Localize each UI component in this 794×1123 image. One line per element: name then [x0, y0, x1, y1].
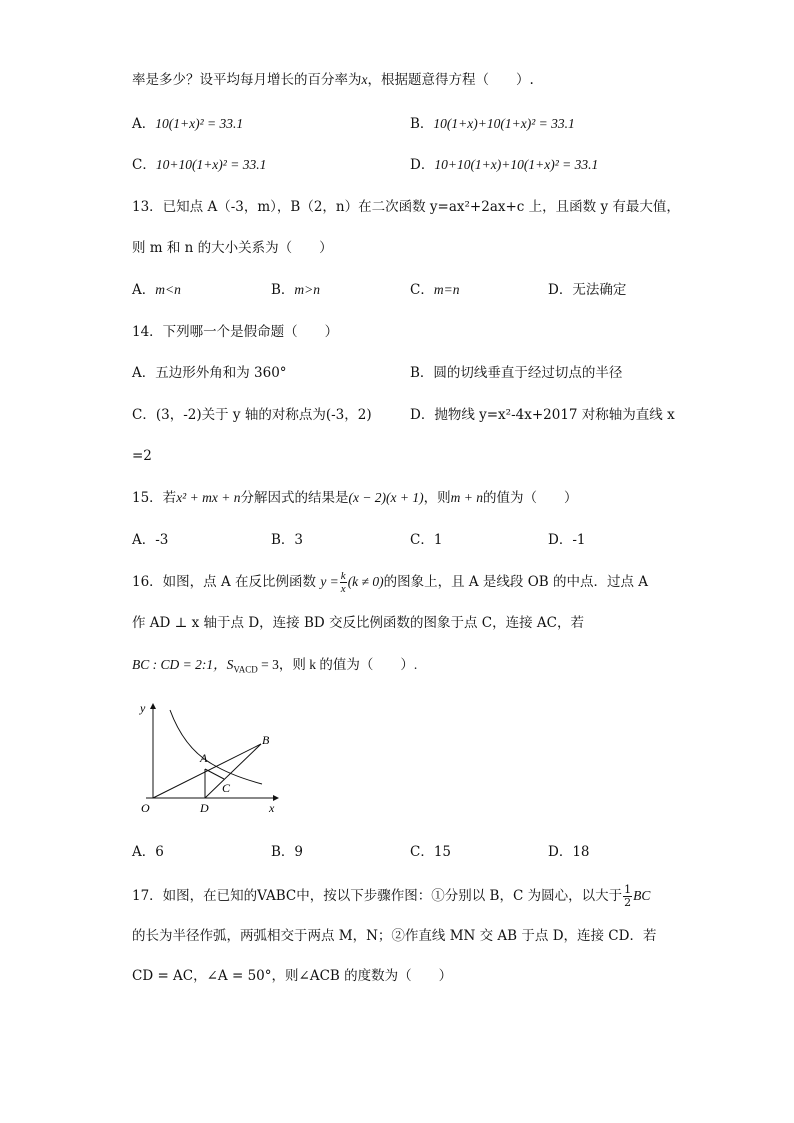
- q16-stem-line2: 作 AD ⊥ x 轴于点 D，连接 BD 交反比例函数的图象于点 C，连接 AC，若: [132, 615, 584, 631]
- q16-func-y: y =: [320, 574, 339, 589]
- q14-stem: 14．下列哪一个是假命题（ ）: [132, 324, 339, 340]
- option-text: 抛物线 y=x²-4x+2017 对称轴为直线 x: [434, 407, 675, 423]
- q16-line3-b: = 3，则 k 的值为（ ）.: [257, 657, 418, 672]
- q15-option-d: [548, 530, 585, 550]
- option-text: 9: [294, 844, 304, 860]
- option-label: C．: [410, 844, 434, 860]
- option-label: B．: [410, 365, 434, 381]
- option-label: D．: [548, 844, 573, 860]
- option-expr: 10(1+x)+10(1+x)² = 33.1: [433, 116, 575, 131]
- q15-stem-d: 的值为（ ）: [483, 490, 578, 506]
- option-label: A．: [132, 282, 156, 298]
- q17-stem-line3: CD = AC，∠A = 50°，则∠ACB 的度数为（ ）: [132, 968, 453, 984]
- q16-line1-b: 的图象上，且 A 是线段 OB 的中点．过点 A: [383, 574, 649, 590]
- q17-stem-line1: [132, 884, 650, 909]
- option-expr: 10(1+x)² = 33.1: [155, 116, 244, 131]
- q14-option-c: [132, 405, 372, 425]
- option-expr: 10+10(1+x)² = 33.1: [155, 157, 267, 172]
- q16-line3-a: BC : CD = 2:1，S: [132, 657, 234, 672]
- option-label: D．: [548, 532, 573, 548]
- option-text: m=n: [433, 282, 460, 297]
- q12-option-d: [410, 155, 598, 175]
- q15-option-b: [271, 530, 303, 550]
- option-text: 无法确定: [572, 282, 627, 298]
- q13-option-b: [271, 280, 320, 300]
- q13-option-a: [132, 280, 181, 300]
- option-expr: 10+10(1+x)+10(1+x)² = 33.1: [434, 157, 599, 172]
- option-text: 3: [294, 532, 304, 548]
- q15-option-a: [132, 530, 168, 550]
- option-text: m<n: [155, 282, 181, 297]
- q15-expr1: x² + mx + n: [176, 490, 241, 505]
- option-label: B．: [271, 532, 295, 548]
- q14-option-d-wrap: =2: [132, 448, 152, 464]
- q15-stem: [132, 488, 578, 508]
- q13-option-d: [548, 280, 626, 300]
- label-d: D: [200, 801, 209, 815]
- q15-stem-a: 15．若: [132, 490, 177, 506]
- segment-ac: [205, 769, 224, 779]
- q17-line1-b: BC: [633, 888, 651, 903]
- q16-figure: [132, 700, 292, 820]
- q17-stem-line2: 的长为半径作弧，两弧相交于两点 M，N；②作直线 MN 交 AB 于点 D，连接 CD．若: [132, 928, 657, 944]
- q17-fraction: [623, 884, 632, 909]
- q15-stem-b: 分解因式的结果是: [240, 490, 349, 506]
- option-text: -3: [155, 532, 169, 548]
- option-label: B．: [410, 116, 434, 132]
- q14-option-a: [132, 363, 287, 383]
- option-text: 五边形外角和为 360°: [155, 365, 287, 381]
- option-text: 1: [433, 532, 443, 548]
- fraction-numerator: 1: [624, 883, 632, 896]
- option-text: 15: [433, 844, 452, 860]
- fraction-denominator: 2: [624, 896, 632, 909]
- fraction-denominator: x: [340, 583, 346, 595]
- option-label: B．: [271, 844, 295, 860]
- option-label: A．: [132, 365, 156, 381]
- q15-stem-c: ，则: [423, 490, 451, 506]
- q13-stem-line2: 则 m 和 n 的大小关系为（ ）: [132, 240, 333, 256]
- q15-expr3: m + n: [450, 490, 483, 505]
- q16-option-a: [132, 842, 164, 862]
- option-text: m>n: [294, 282, 321, 297]
- q13-option-c: [410, 280, 459, 300]
- q16-option-d: [548, 842, 590, 862]
- option-label: A．: [132, 532, 156, 548]
- option-text: -1: [572, 532, 586, 548]
- option-label: C．: [410, 532, 434, 548]
- q16-option-c: [410, 842, 451, 862]
- segment-bd: [205, 744, 261, 798]
- q13-stem-line1: 13．已知点 A（-3，m），B（2，n）在二次函数 y=ax²+2ax+c 上，且函数 y 有最大值，: [132, 199, 680, 215]
- q14-option-b: [410, 363, 622, 383]
- q16-stem-line1: [132, 570, 648, 595]
- q16-func-cond: (k ≠ 0): [347, 574, 384, 589]
- q16-option-b: [271, 842, 303, 862]
- q12-option-b: [410, 114, 575, 134]
- q16-line3-sub: VACD: [233, 664, 258, 675]
- option-label: A．: [132, 844, 156, 860]
- option-label: D．: [410, 157, 435, 173]
- option-label: C．: [410, 282, 434, 298]
- label-b: B: [262, 733, 270, 747]
- option-label: D．: [548, 282, 573, 298]
- hyperbola-curve: [170, 710, 262, 784]
- label-x: x: [269, 801, 275, 815]
- q15-expr2: (x − 2)(x + 1): [348, 490, 424, 505]
- fraction-numerator: k: [340, 570, 346, 582]
- q12-stem-end: ，根据题意得方程（ ）.: [367, 72, 534, 88]
- q16-func-fraction: [340, 570, 347, 595]
- label-a: A: [200, 751, 208, 765]
- label-o: O: [141, 801, 150, 815]
- option-label: B．: [271, 282, 295, 298]
- option-text: 圆的切线垂直于经过切点的半径: [433, 365, 623, 381]
- q12-stem-text: 率是多少？设平均每月增长的百分率为: [132, 72, 362, 88]
- option-label: A．: [132, 116, 156, 132]
- option-label: C．: [132, 157, 156, 173]
- option-label: D．: [410, 407, 435, 423]
- q16-line1-a: 16．如图，点 A 在反比例函数: [132, 574, 317, 590]
- q15-option-c: [410, 530, 442, 550]
- option-text: 6: [155, 844, 164, 860]
- label-y: y: [140, 701, 146, 715]
- option-text: 18: [572, 844, 590, 860]
- q14-option-d: [410, 405, 675, 425]
- q12-option-a: [132, 114, 243, 134]
- q12-stem-var: x: [361, 72, 368, 87]
- q12-stem: [132, 70, 534, 90]
- label-c: C: [222, 781, 231, 795]
- q12-option-c: [132, 155, 266, 175]
- option-text: (3，-2)关于 y 轴的对称点为(-3，2): [155, 407, 372, 423]
- q17-line1-a: 17．如图，在已知的VABC中，按以下步骤作图：①分别以 B，C 为圆心，以大于: [132, 888, 623, 904]
- q16-stem-line3: [132, 655, 417, 680]
- option-label: C．: [132, 407, 156, 423]
